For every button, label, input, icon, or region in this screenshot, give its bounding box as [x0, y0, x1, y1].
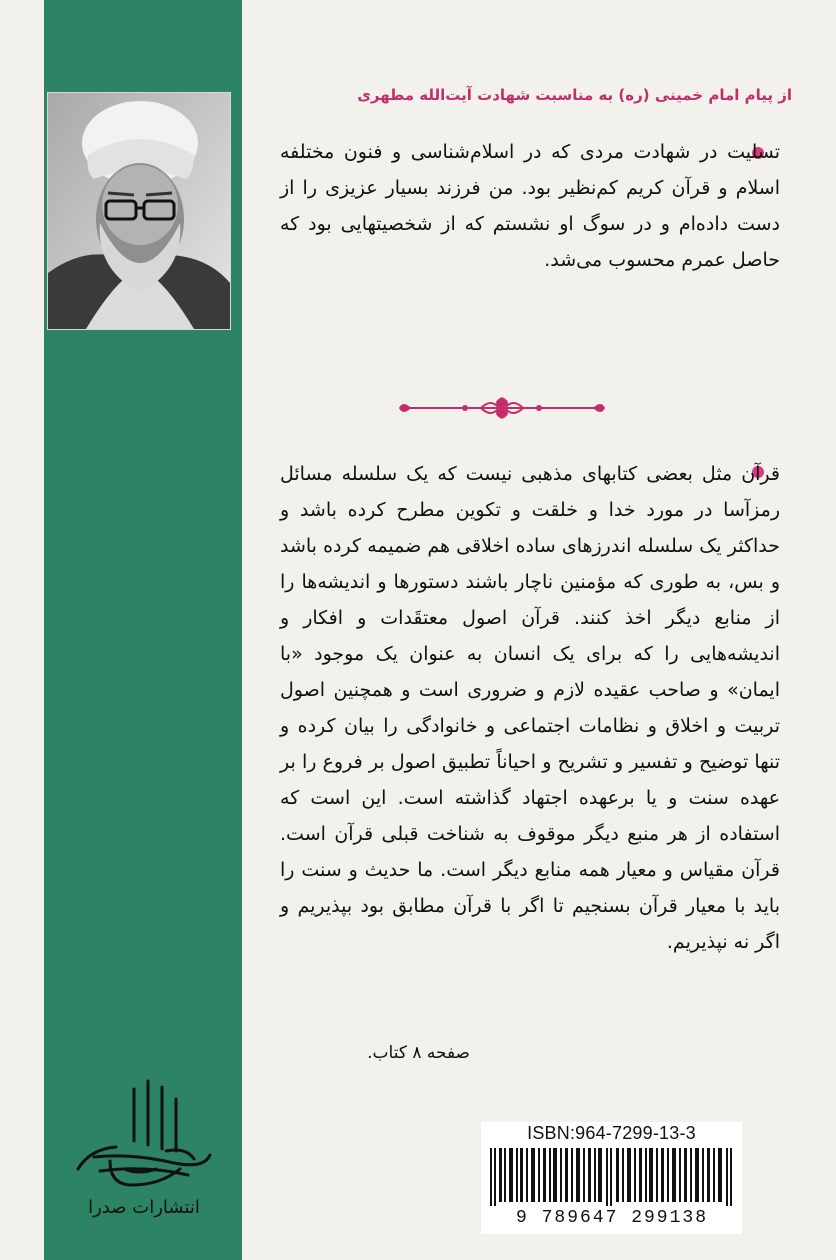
barcode — [486, 1148, 738, 1206]
quote-paragraph-2: قرآن مثل بعضی کتابهای مذهبی نیست که یک سلسله مسائل رمزآسا در مورد خدا و خلقت و تکوین مطرح کرده باشد و حداکثر یک سلسله اندرزهای ساده اخلاقی هم ضمیمه کرده باشد و بس، به طوری که مؤمنین ناچار باشند دستورها و اندیشه‌ها را از منابع دیگر اخذ کنند. قرآن اصول معتقَدات و افکار و اندیشه‌هایی را که برای یک انسان به عنوان یک موجود «با ایمان» و صاحب عقیده لازم و ضروری است و همچنین اصول تربیت و اخلاق و نظامات اجتماعی و خانوادگی را بیان کرده و تنها توضیح و تفسیر و تشریح و احیاناً تطبیق اصول بر فروع را بر عهده سنت و یا برعهده اجتهاد گذاشته است. این است که استفاده از هر منبع دیگر موقوف به شناخت قبلی قرآن است. قرآن مقیاس و معیار همه منابع دیگر است. ما حدیث و سنت را باید با معیار قرآن بسنجیم تا اگر با قرآن مطابق بود بپذیریم و اگر نه نپذیریم. — [280, 463, 780, 953]
author-portrait — [47, 92, 231, 330]
ornament-divider — [395, 391, 609, 423]
barcode-number: 9 789647 299138 — [515, 1208, 709, 1228]
isbn-label: ISBN:964-7299-13-3 — [527, 1123, 696, 1143]
quote-heading: از پیام امام خمینی (ره) به مناسبت شهادت آیت‌الله مطهری — [357, 86, 792, 104]
publisher-name: انتشارات صدرا — [88, 1197, 200, 1218]
publisher-logo — [70, 1065, 218, 1223]
left-margin — [0, 0, 44, 1260]
quote-paragraph-1: تسلیت در شهادت مردی که در اسلام‌شناسی و فنون مختلفه اسلام و قرآن کریم کم‌نظیر بود. من فرزند بسیار عزیزی را از دست داده‌ام و در سوگ او نشستم که از شخصیتهایی بود که حاصل عمرم محسوب می‌شد. — [280, 141, 780, 271]
source-reference: صفحه ۸ کتاب. — [367, 1043, 470, 1063]
